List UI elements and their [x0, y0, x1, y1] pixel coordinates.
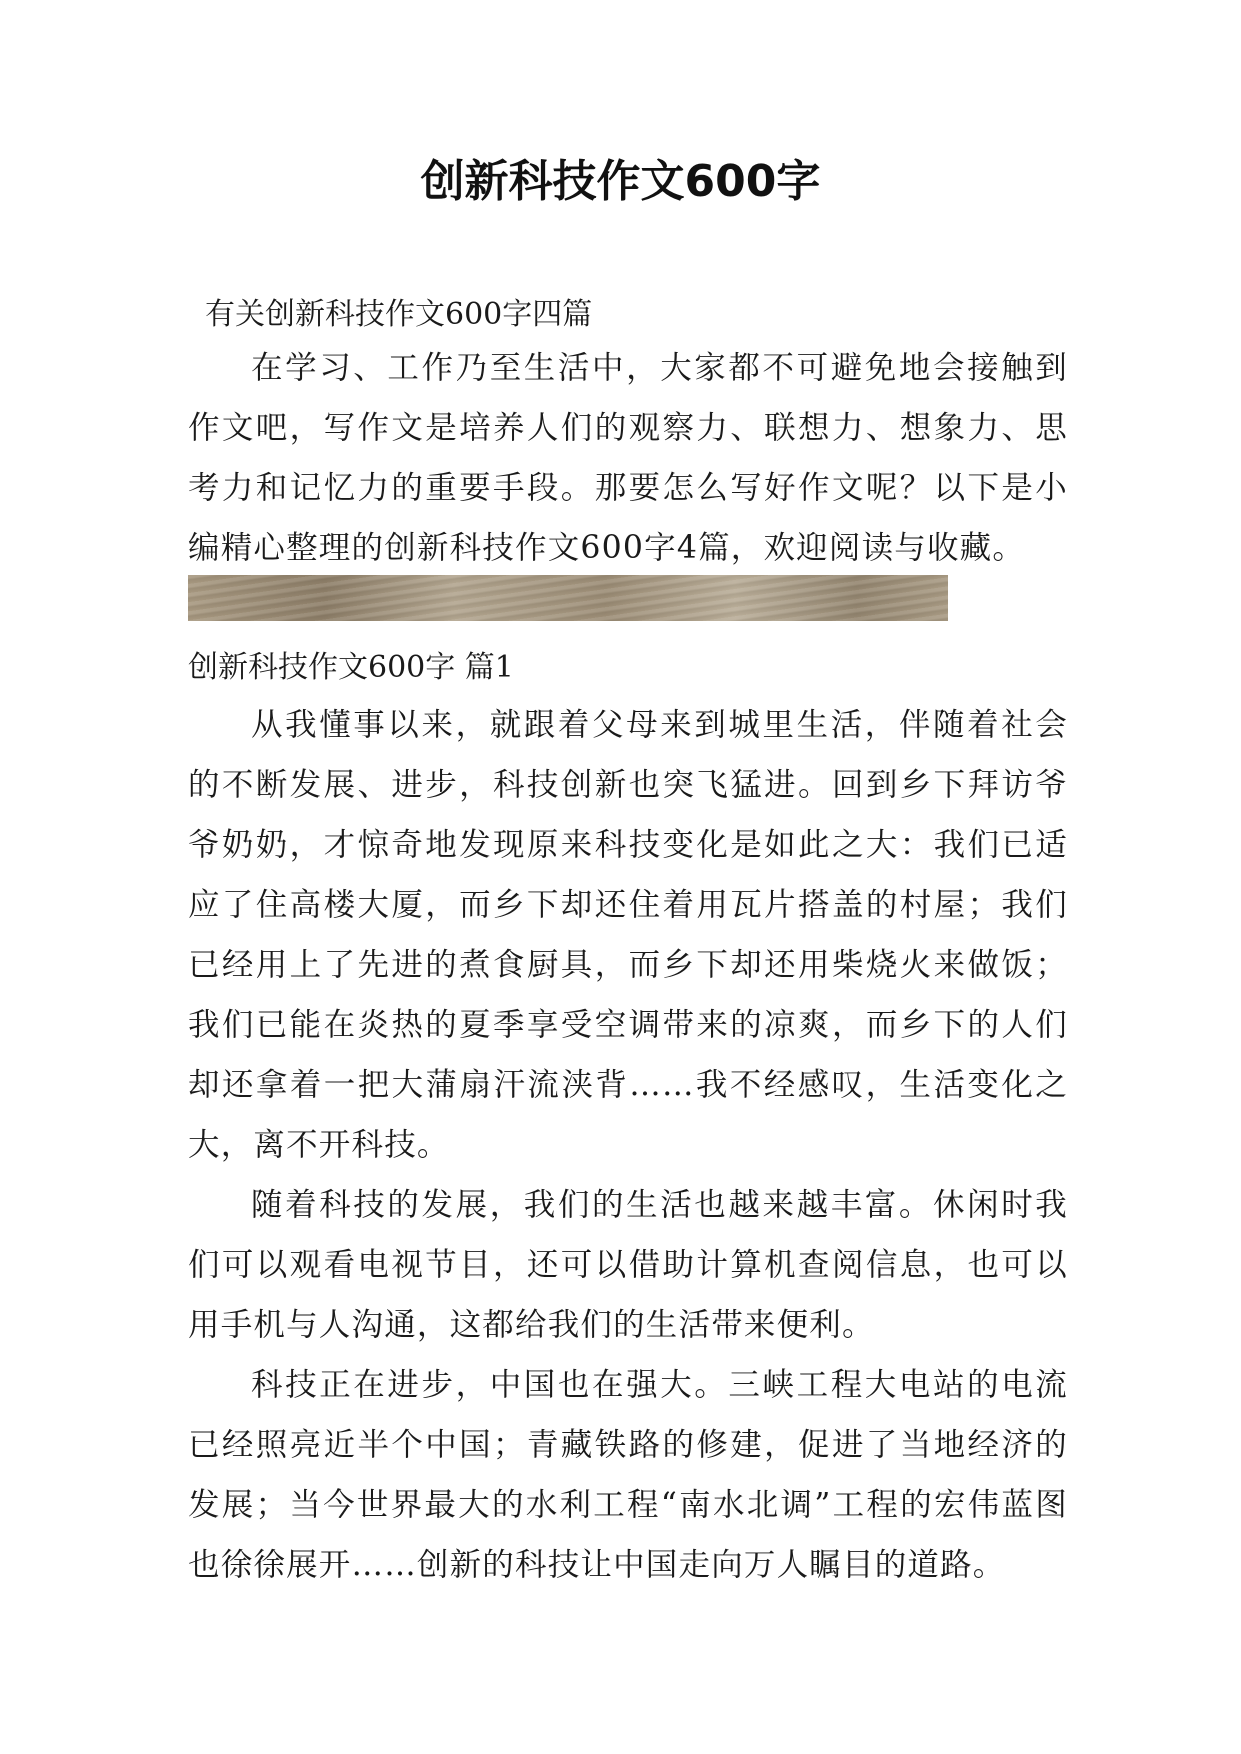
body-paragraph: 从我懂事以来，就跟着父母来到城里生活，伴随着社会的不断发展、进步，科技创新也突飞猛进。回到乡下拜访爷爷奶奶，才惊奇地发现原来科技变化是如此之大：我们已适应了住高楼大厦，而乡下却还住着用瓦片搭盖的村屋；我们已经用上了先进的煮食厨具，而乡下却还用柴烧火来做饭；我们已能在炎热的夏季享受空调带来的凉爽，而乡下的人们却还拿着一把大蒲扇汗流浃背……我不经感叹，生活变化之大，离不开科技。 [188, 707, 1068, 1163]
body-paragraph: 随着科技的发展，我们的生活也越来越丰富。休闲时我们可以观看电视节目，还可以借助计算机查阅信息，也可以用手机与人沟通，这都给我们的生活带来便利。 [188, 1187, 1068, 1343]
wood-banner-image [188, 575, 948, 621]
intro-paragraph: 在学习、工作乃至生活中，大家都不可避免地会接触到作文吧，写作文是培养人们的观察力、联想力、想象力、思考力和记忆力的重要手段。那要怎么写好作文呢？以下是小编精心整理的创新科技作文600字4篇，欢迎阅读与收藏。 [188, 350, 1068, 566]
body-paragraph: 科技正在进步，中国也在强大。三峡工程大电站的电流已经照亮近半个中国；青藏铁路的修建，促进了当地经济的发展；当今世界最大的水利工程“南水北调”工程的宏伟蓝图也徐徐展开……创新的科技让中国走向万人瞩目的道路。 [188, 1367, 1068, 1583]
section-heading: 创新科技作文600字 篇1 [188, 650, 514, 685]
document-title: 创新科技作文600字 [420, 156, 821, 207]
document-subtitle: 有关创新科技作文600字四篇 [205, 297, 593, 332]
